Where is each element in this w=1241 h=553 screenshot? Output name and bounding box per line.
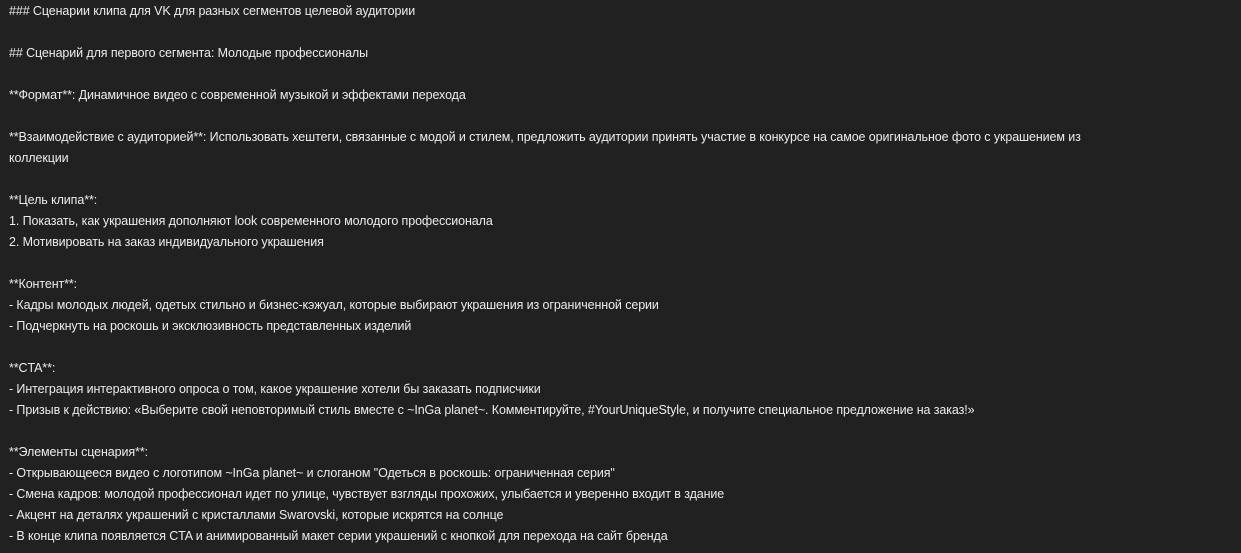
content-label: **Контент**:	[9, 277, 78, 291]
interaction-line-cont: коллекции	[9, 151, 69, 165]
elements-label: **Элементы сценария**:	[9, 445, 148, 459]
cta-label: **CTA**:	[9, 361, 56, 375]
cta-item-1: - Интеграция интерактивного опроса о том, какое украшение хотели бы заказать подписчики	[9, 382, 541, 396]
heading-scenarios: ### Сценарии клипа для VK для разных сегментов целевой аудитории	[9, 4, 416, 18]
content-item-2: - Подчеркнуть на роскошь и эксклюзивность представленных изделий	[9, 319, 412, 333]
format-line: **Формат**: Динамичное видео с современной музыкой и эффектами перехода	[9, 88, 466, 102]
content-item-1: - Кадры молодых людей, одетых стильно и бизнес-кэжуал, которые выбирают украшения из ограниченной серии	[9, 298, 659, 312]
interaction-line: **Взаимодействие с аудиторией**: Использовать хештеги, связанные с модой и стилем, предложить аудитории принять участие в конкурсе на самое оригинальное фото с украшением из	[9, 130, 1081, 144]
elements-item-1: - Открывающееся видео с логотипом ~InGa planet~ и слоганом "Одеться в роскошь: ограниченная серия"	[9, 466, 615, 480]
goal-label: **Цель клипа**:	[9, 193, 98, 207]
elements-item-3: - Акцент на деталях украшений с кристаллами Swarovski, которые искрятся на солнце	[9, 508, 504, 522]
goal-item-2: 2. Мотивировать на заказ индивидуального украшения	[9, 235, 324, 249]
elements-item-2: - Смена кадров: молодой профессионал идет по улице, чувствует взгляды прохожих, улыбается и уверенно входит в здание	[9, 487, 725, 501]
cta-item-2: - Призыв к действию: «Выберите свой неповторимый стиль вместе с ~InGa planet~. Комментируйте, #YourUniqueStyle, и получите специальное предложение на заказ!»	[9, 403, 975, 417]
goal-item-1: 1. Показать, как украшения дополняют look современного молодого профессионала	[9, 214, 493, 228]
heading-first-segment: ## Сценарий для первого сегмента: Молодые профессионалы	[9, 46, 368, 60]
elements-item-4: - В конце клипа появляется CTA и анимированный макет серии украшений с кнопкой для перехода на сайт бренда	[9, 529, 668, 543]
